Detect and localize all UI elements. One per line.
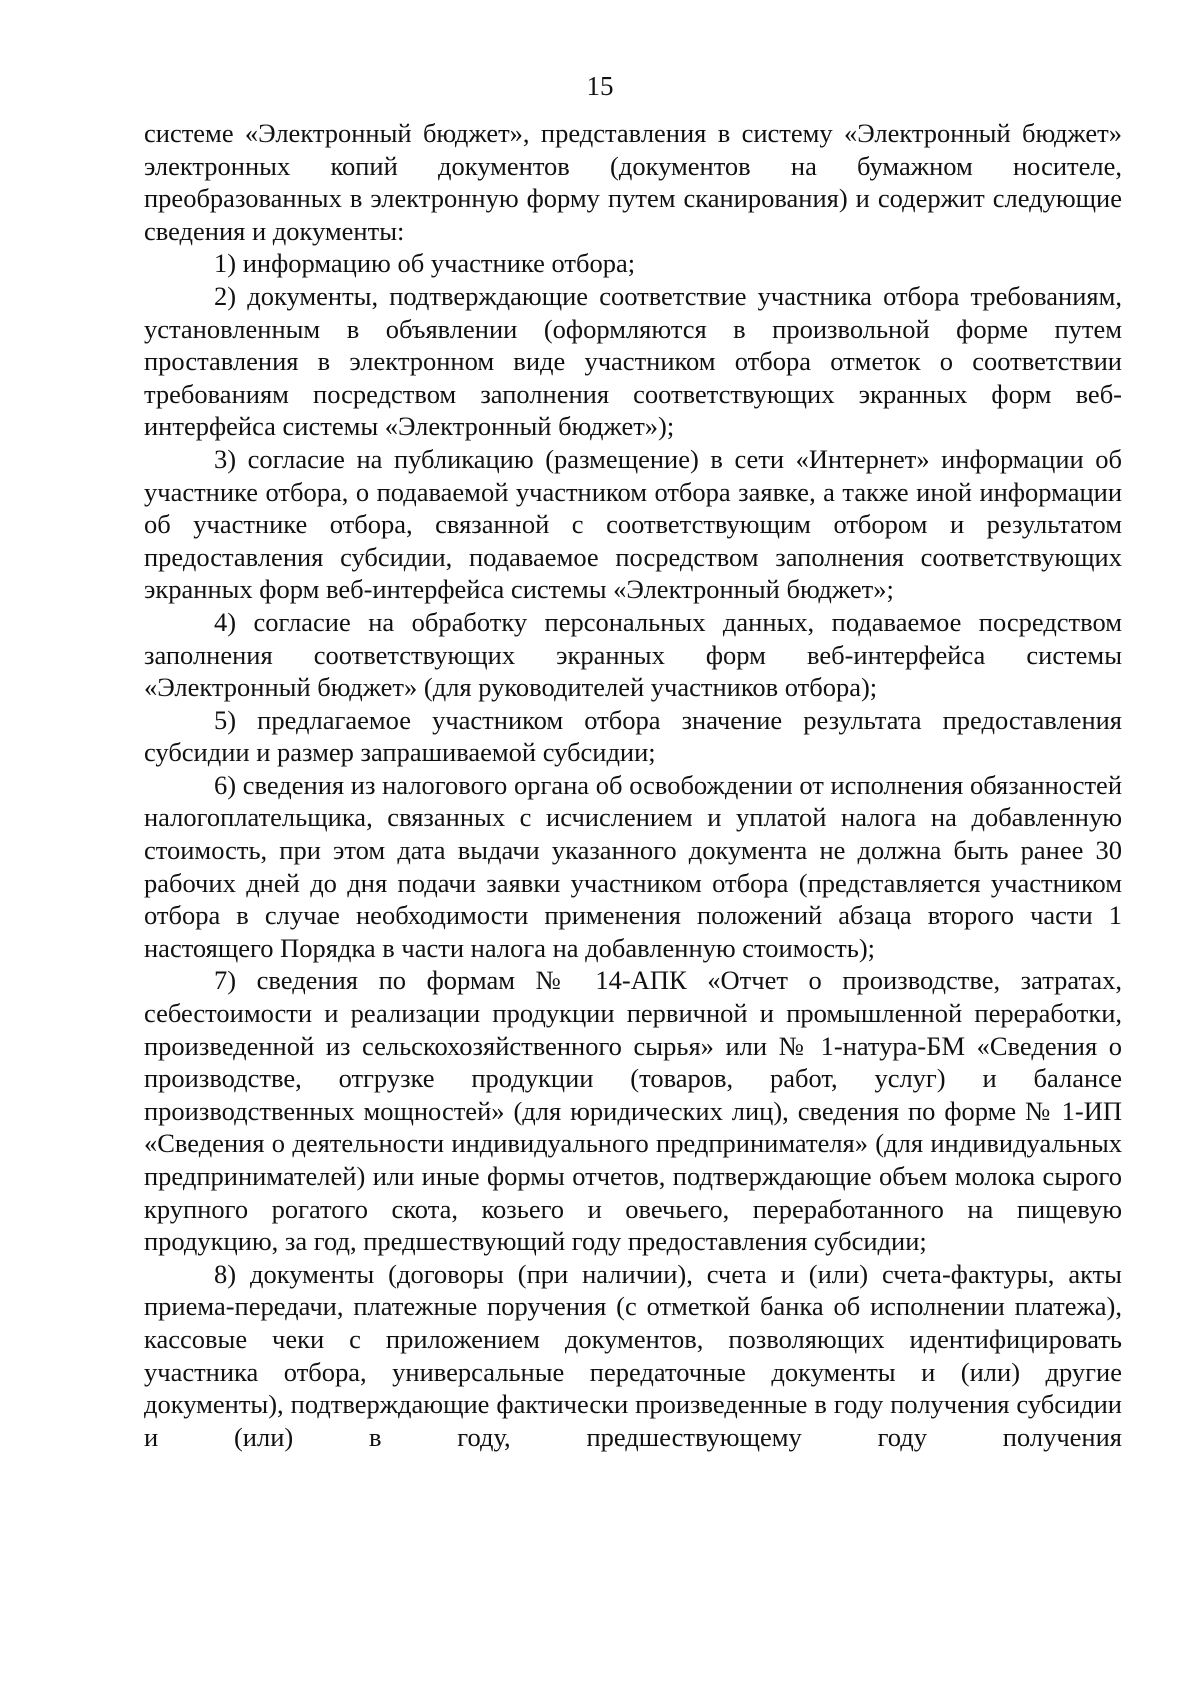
list-item-2: 2) документы, подтверждающие соответствие участника отбора требованиям, установленным в объявлении (оформляются в произвольной форме путем проставления в электронном виде участником отбора отметок о соответствии требованиям посредством заполнения соответствующих экранных форм веб-интерфейса системы «Электронный бюджет»); xyxy=(144,280,1122,442)
list-item-6: 6) сведения из налогового органа об освобождении от исполнения обязанностей налогоплательщика, связанных с исчислением и уплатой налога на добавленную стоимость, при этом дата выдачи указанного документа не должна быть ранее 30 рабочих дней до дня подачи заявки участником отбора (представляется участником отбора в случае необходимости применения положений абзаца второго части 1 настоящего Порядка в части налога на добавленную стоимость); xyxy=(144,769,1122,963)
paragraph-intro: системе «Электронный бюджет», представления в систему «Электронный бюджет» электронных копий документов (документов на бумажном носителе, преобразованных в электронную форму путем сканирования) и содержит следующие сведения и документы: xyxy=(144,118,1122,246)
list-item-7: 7) сведения по формам № 14-АПК «Отчет о производстве, затратах, себестоимости и реализации продукции первичной и промышленной переработки, произведенной из сельскохозяйственного сырья» или № 1-натура-БМ «Сведения о производстве, отгрузке продукции (товаров, работ, услуг) и балансе производственных мощностей» (для юридических лиц), сведения по форме № 1-ИП «Сведения о деятельности индивидуального предпринимателя» (для индивидуальных предпринимателей) или иные формы отчетов, подтверждающие объем молока сырого крупного рогатого скота, козьего и овечьего, переработанного на пищевую продукцию, за год, предшествующий году предоставления субсидии; xyxy=(144,965,1122,1257)
document-body xyxy=(144,117,1122,1453)
list-item-3: 3) согласие на публикацию (размещение) в сети «Интернет» информации об участнике отбора, о подаваемой участником отбора заявке, а также иной информации об участнике отбора, связанной с соответствующим отбором и результатом предоставления субсидии, подаваемое посредством заполнения соответствующих экранных форм веб-интерфейса системы «Электронный бюджет»; xyxy=(144,443,1122,605)
list-item-5: 5) предлагаемое участником отбора значение результата предоставления субсидии и размер запрашиваемой субсидии; xyxy=(144,704,1122,768)
list-item-8: 8) документы (договоры (при наличии), счета и (или) счета-фактуры, акты приема-передачи, платежные поручения (с отметкой банка об исполнении платежа), кассовые чеки с приложением документов, позволяющих идентифицировать участника отбора, универсальные передаточные документы и (или) другие документы), подтверждающие фактически произведенные в году получения субсидии и (или) в году, предшествующему году получения xyxy=(144,1258,1122,1452)
list-item-1: 1) информацию об участнике отбора; xyxy=(214,248,636,279)
page-number: 15 xyxy=(586,71,614,101)
list-item-4: 4) согласие на обработку персональных данных, подаваемое посредством заполнения соответствующих экранных форм веб-интерфейса системы «Электронный бюджет» (для руководителей участников отбора); xyxy=(144,606,1122,703)
